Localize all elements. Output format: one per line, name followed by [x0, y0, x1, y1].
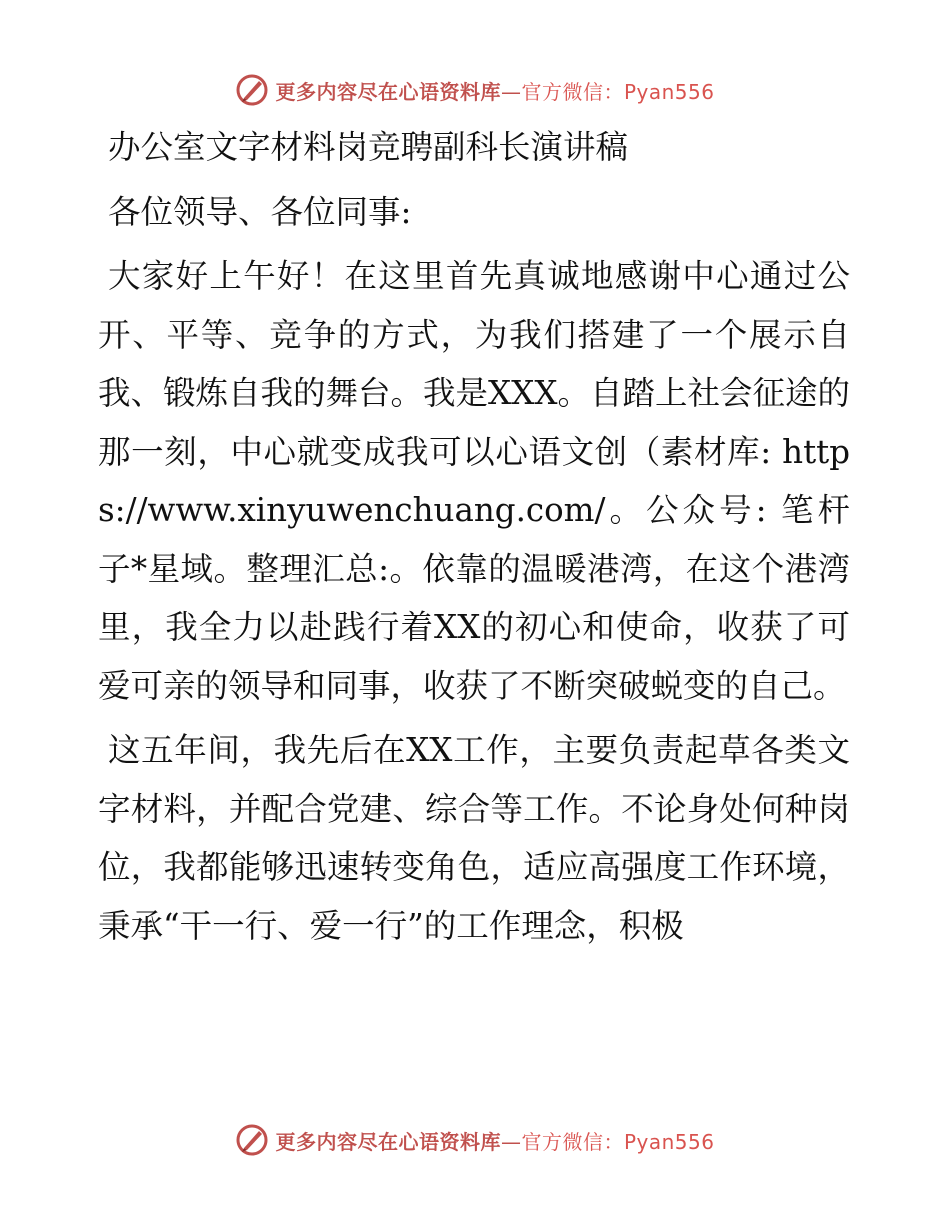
- footer-banner: [0, 1120, 950, 1160]
- document-title: 办公室文字材料岗竞聘副科长演讲稿: [108, 128, 629, 166]
- document-greeting: 各位领导、各位同事:: [108, 192, 412, 231]
- document-body: [98, 118, 850, 955]
- quill-logo-icon: [235, 1123, 269, 1157]
- banner-suffix: 官方微信：Pyan556: [521, 79, 715, 104]
- banner-suffix: 官方微信：Pyan556: [521, 1129, 715, 1154]
- banner-prefix: 更多内容尽在心语资料库: [275, 79, 501, 104]
- document-paragraph: 这五年间，我先后在XX工作，主要负责起草各类文字材料，并配合党建、综合等工作。不论身处何种岗位，我都能够迅速转变角色，适应高强度工作环境，秉承“干一行、爱一行”的工作理念，积极: [98, 731, 850, 945]
- header-banner-text: [275, 76, 714, 105]
- quill-logo-icon: [235, 73, 269, 107]
- banner-dash: —: [500, 79, 522, 104]
- document-paragraph: 大家好上午好！在这里首先真诚地感谢中心通过公开、平等、竞争的方式，为我们搭建了一个展示自我、锻炼自我的舞台。我是XXX。自踏上社会征途的那一刻，中心就变成我可以心语文创（素材库: https://www.xinyuwenchuang.com/。公众号: 笔杆子*星域。整理汇总:。依靠的温暖港湾，在这个港湾里，我全力以赴践行着XX的初心和使命，收获了可爱可亲的领导和同事，收获了不断突破蜕变的自己。: [98, 257, 850, 705]
- banner-prefix: 更多内容尽在心语资料库: [275, 1129, 501, 1154]
- banner-dash: —: [500, 1129, 522, 1154]
- footer-banner-text: [275, 1126, 714, 1155]
- header-banner: [0, 70, 950, 110]
